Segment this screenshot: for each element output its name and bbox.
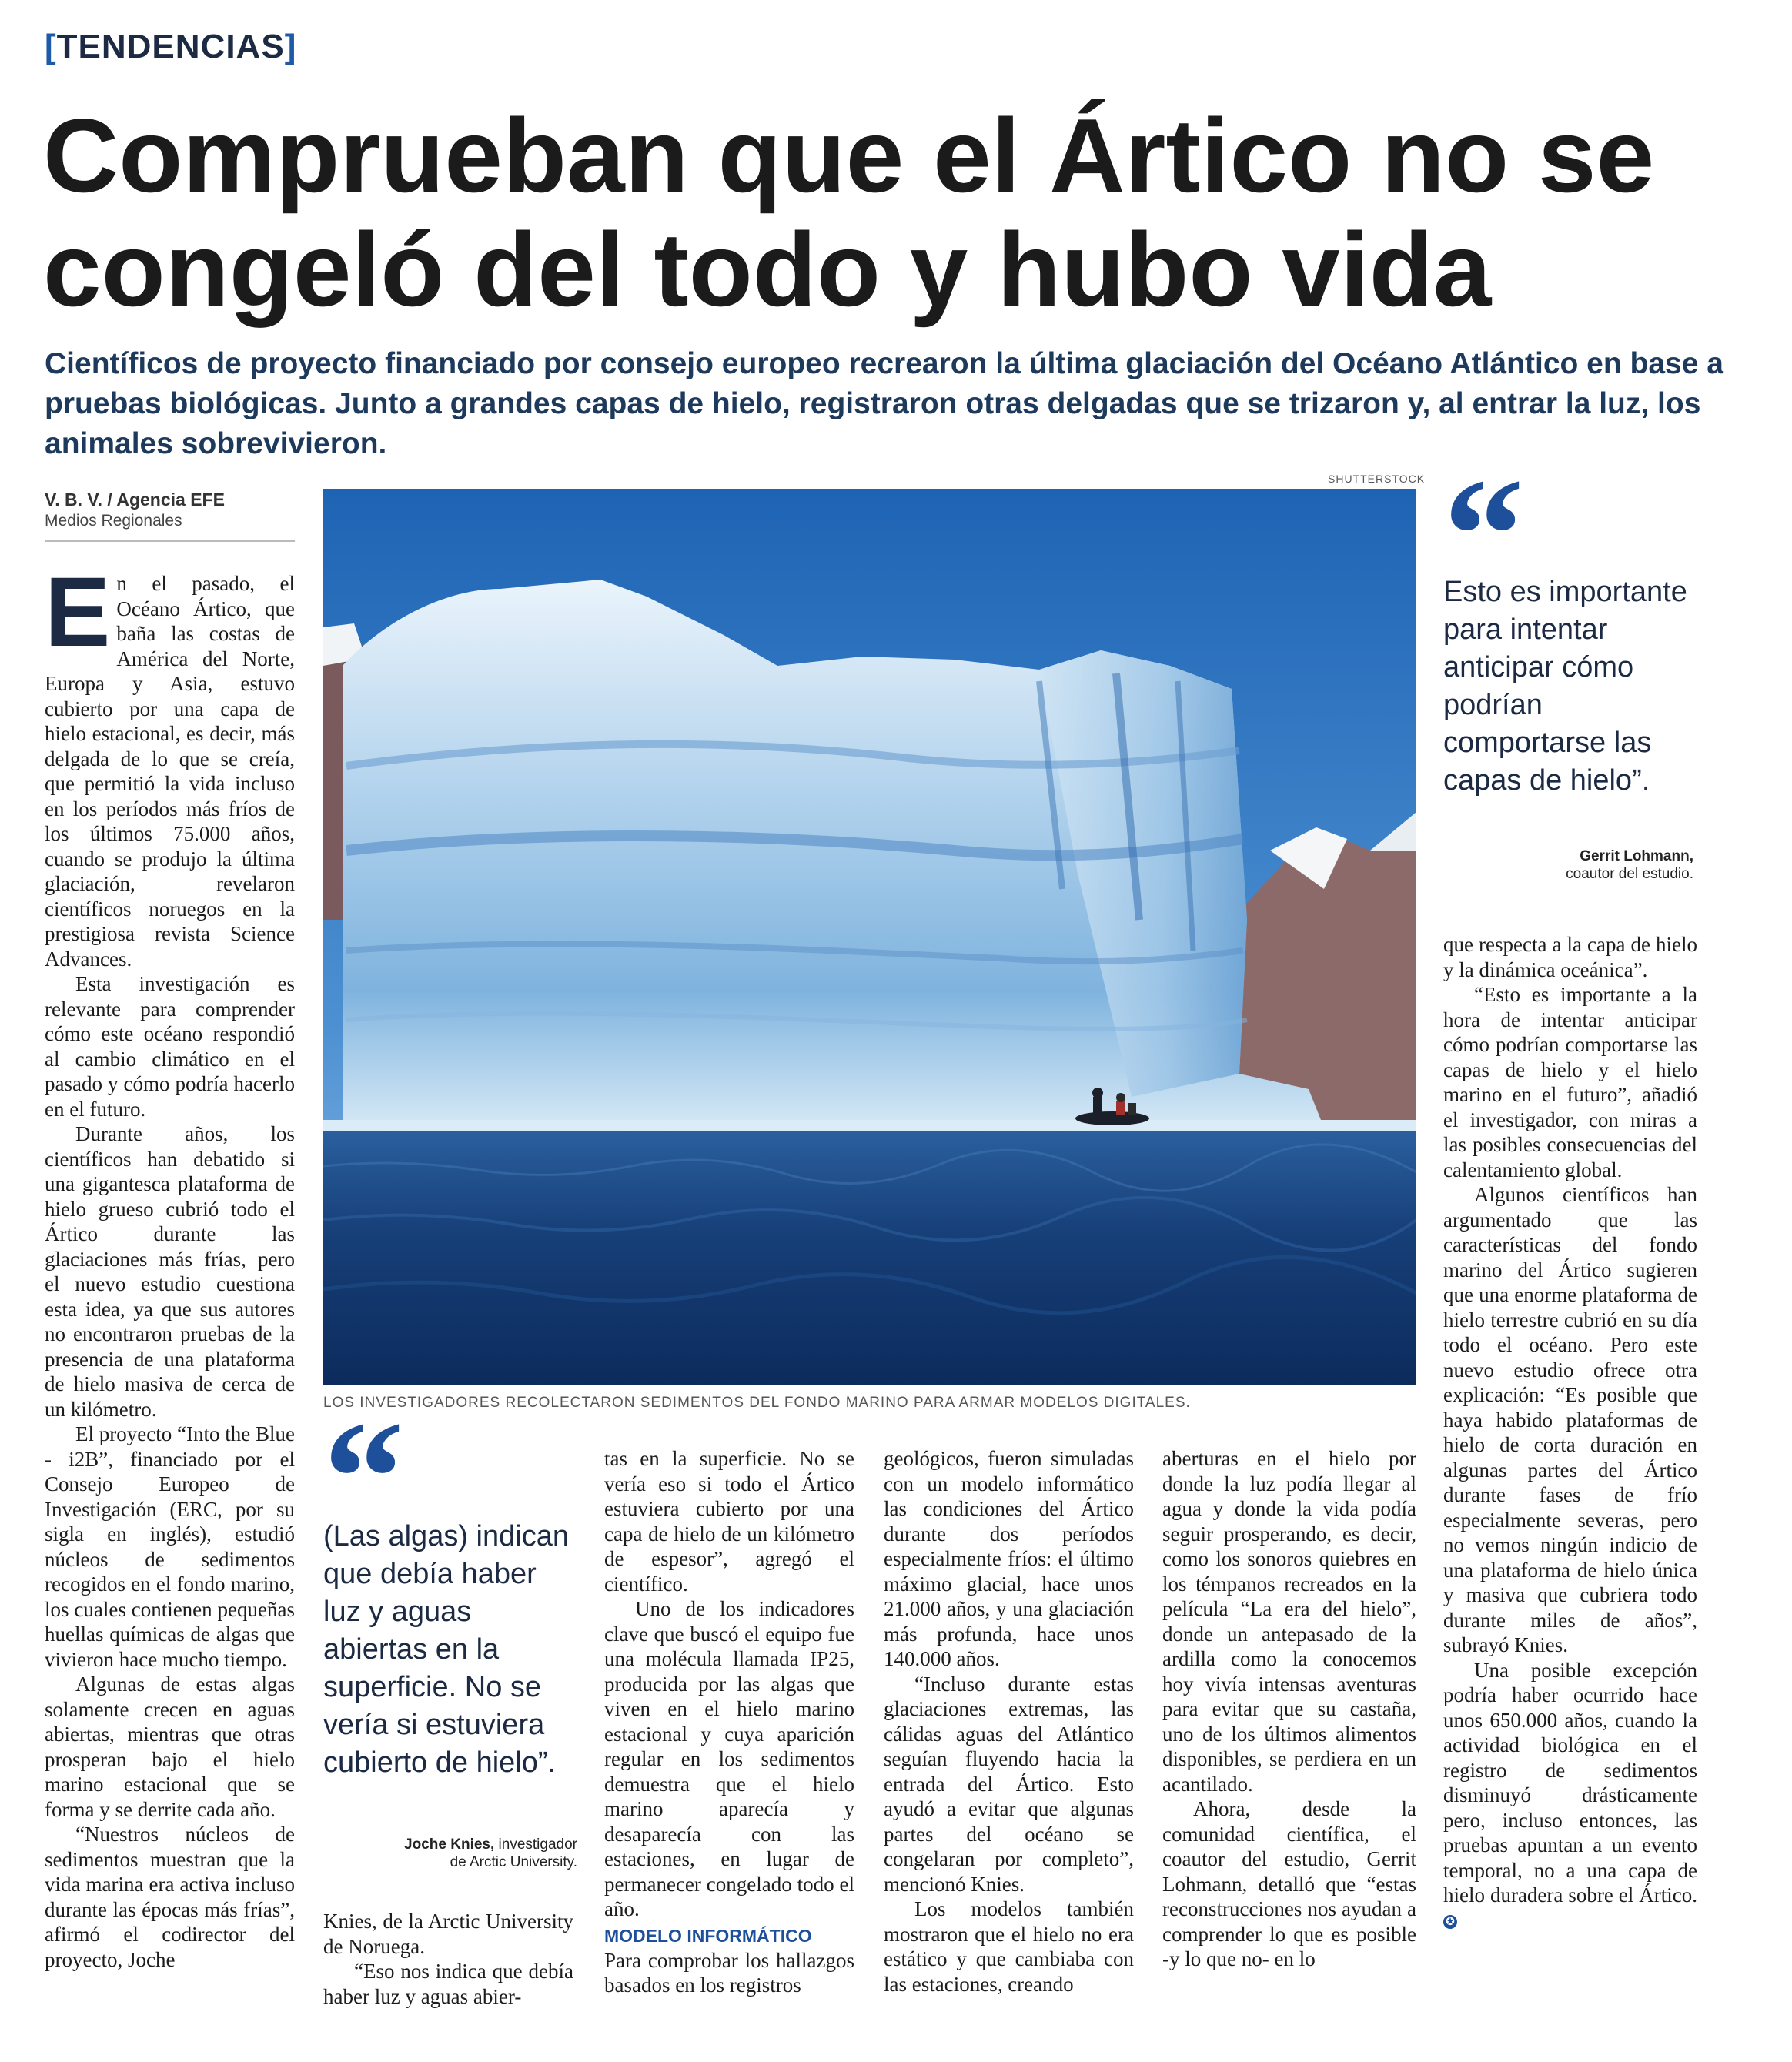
paragraph: “Incluso durante estas glaciaciones extremas, las cálidas aguas del Atlántico seguían fluyendo hacia la entrada del Ártico. Esto ayudó a evitar que algunas partes del océano se congelaran por completo”, mencionó Knies. — [884, 1672, 1134, 1896]
paragraph: El proyecto “Into the Blue - i2B”, financiado por el Consejo Europeo de Investigación (ERC, por su sigla en inglés), estudió núcleos de sedimentos recogidos en el fondo marino, los cuales contienen pequeñas huellas químicas de algas que vivieron hace mucho tiempo. — [45, 1422, 295, 1671]
drop-cap: E — [45, 557, 111, 667]
paragraph: Para comprobar los hallazgos basados en los registros — [604, 1948, 854, 1997]
bracket-open: [ — [45, 28, 57, 65]
pull-quote-text: (Las algas) indican que debía haber luz y aguas abiertas en la superficie. No se vería si estuviera cubierto de hielo”. — [323, 1520, 569, 1779]
paragraph: Ahora, desde la comunidad científica, el coautor del estudio, Gerrit Lohmann, detalló que “estas reconstrucciones nos ayudan a comprender lo que es posible -y lo que no- en lo — [1162, 1797, 1416, 1970]
paragraph: Knies, de la Arctic University de Noruega. — [323, 1910, 573, 1958]
section-tag — [45, 28, 296, 66]
end-mark-icon: ✪ — [1443, 1915, 1457, 1929]
paragraph: Uno de los indicadores clave que buscó el equipo fue una molécula llamada IP25, producida por las algas que viven en el hielo marino estacional y cuya aparición regular en los sedimentos demuestra que el hielo marino aparecía y desaparecía con las estaciones, en lugar de permanecer congelado todo el año. — [604, 1597, 854, 1920]
article-column-5 — [1162, 1446, 1416, 1972]
paragraph: Durante años, los científicos han debatido si una gigantesca plataforma de hielo grueso cubrió todo el Ártico durante las glaciaciones más frías, pero el nuevo estudio cuestiona esta idea, ya que sus autores no encontraron pruebas de la presencia de una plataforma de hielo masiva de cerca de un kilómetro. — [45, 1122, 295, 1421]
paragraph: aberturas en el hielo por donde la luz podía llegar al agua y donde la vida podía seguir prosperando, es decir, como los sonoros quiebres en los témpanos recreados en la película “La era del hielo”, donde un antepasado de la ardilla como la conocemos hoy vivía intensas aventuras para evitar que su castaña, uno de los últimos alimentos disponibles, se perdiera en un acantilado. — [1162, 1447, 1416, 1796]
quote-mark-icon — [1443, 481, 1697, 566]
quote-author: Gerrit Lohmann, — [1580, 848, 1693, 864]
article-column-6 — [1443, 932, 1697, 1933]
paragraph-text: n el pasado, el Océano Ártico, que baña las costas de América del Norte, Europa y Asia, estuvo cubierto por una capa de hielo estacional, es decir, más delgada de lo que se creía, que permitió la vida incluso en los períodos más fríos de los últimos 75.000 años, cuando se produjo la última glaciación, revelaron científicos noruegos en la prestigiosa revista Science Advances. — [45, 572, 295, 971]
quote-mark-icon — [323, 1424, 577, 1509]
paragraph: Algunos científicos han argumentado que las características del fondo marino del Ártico sugieren que una enorme plataforma de hielo terrestre cubrió en su día todo el océano. Pero este nuevo estudio ofrece otra explicación: “Es posible que haya habido plataformas de hielo de corta duración en algunas partes del Ártico durante fases de frío especialmente severas, pero no vemos ningún indicio de una plataforma de hielo única y masiva que cubriera todo durante miles de años”, subrayó Knies. — [1443, 1183, 1697, 1656]
paragraph: “Eso nos indica que debía haber luz y aguas abier- — [323, 1960, 573, 2008]
pull-quote-right — [1443, 481, 1697, 883]
section-subhead: MODELO INFORMÁTICO — [604, 1925, 812, 1946]
pull-quote-text: Esto es importante para intentar anticipar cómo podrían comportarse las capas de hielo”. — [1443, 576, 1687, 797]
byline — [45, 490, 299, 530]
paragraph: geológicos, fueron simuladas con un modelo informático las condiciones del Ártico durante dos períodos especialmente fríos: el último máximo glacial, hace unos 21.000 años, y una glaciación más profunda, hace unos 140.000 años. — [884, 1447, 1134, 1670]
paragraph — [1443, 1658, 1697, 1933]
headline: Comprueban que el Ártico no se congeló del todo y hubo vida — [43, 97, 1655, 328]
photo-caption: LOS INVESTIGADORES RECOLECTARON SEDIMENTOS DEL FONDO MARINO PARA ARMAR MODELOS DIGITALES. — [323, 1395, 1191, 1411]
byline-divider — [45, 540, 295, 542]
photo-credit: SHUTTERSTOCK — [1328, 473, 1426, 485]
quote-author-role-line1: investigador — [498, 1836, 577, 1853]
paragraph: Esta investigación es relevante para comprender cómo este océano respondió al cambio climático en el pasado y cómo podría hacerlo en el futuro. — [45, 972, 295, 1121]
subheading: Científicos de proyecto financiado por consejo europeo recrearon la última glaciación del Océano Atlántico en base a pruebas biológicas. Junto a grandes capas de hielo, registraron otras delgadas que se trizaron y, al entrar la luz, los animales sobrevivieron. — [45, 347, 1723, 460]
quote-author-role: coautor del estudio. — [1566, 866, 1693, 882]
iceberg-photo — [323, 489, 1416, 1385]
section-label: TENDENCIAS — [56, 28, 285, 65]
bracket-close: ] — [284, 28, 297, 65]
pull-quote-left — [323, 1424, 577, 1871]
pull-quote-attribution — [323, 1836, 577, 1871]
paragraph — [45, 557, 295, 971]
quote-author-role: de Arctic University. — [450, 1854, 577, 1870]
paragraph: “Nuestros núcleos de sedimentos muestran que la vida marina era activa incluso durante las épocas más frías”, afirmó el codirector del proyecto, Joche — [45, 1823, 295, 1971]
paragraph: Algunas de estas algas solamente crecen en aguas abiertas, mientras que otras prosperan bajo el hielo marino estacional que se forma y se derrite cada año. — [45, 1673, 295, 1821]
article-column-4 — [884, 1446, 1134, 1997]
byline-author: V. B. V. / Agencia EFE — [45, 490, 225, 510]
pull-quote-attribution — [1443, 847, 1693, 883]
paragraph-text: Una posible excepción podría haber ocurrido hace unos 650.000 años, cuando la actividad biológica en el registro de sedimentos disminuyó drásticamente pero, incluso entonces, las pruebas apuntan a un evento temporal, no a una capa de hielo duradera sobre el Ártico. — [1443, 1658, 1697, 1907]
quote-author: Joche Knies, — [404, 1836, 495, 1853]
paragraph: Los modelos también mostraron que el hielo no era estático y que cambiaba con las estaciones, creando — [884, 1897, 1134, 1996]
paragraph: “Esto es importante a la hora de intentar anticipar cómo podrían comportarse las capas de hielo y el hielo marino en el futuro”, añadió el investigador, con miras a las posibles consecuencias del calentamiento global. — [1443, 983, 1697, 1181]
article-column-1 — [45, 557, 295, 1972]
byline-outlet: Medios Regionales — [45, 512, 182, 530]
iceberg-illustration — [323, 489, 1416, 1385]
paragraph: que respecta a la capa de hielo y la dinámica oceánica”. — [1443, 933, 1697, 981]
paragraph: tas en la superficie. No se vería eso si todo el Ártico estuviera cubierto por una capa de hielo de un kilómetro de espesor”, agregó el científico. — [604, 1447, 854, 1596]
article-column-3 — [604, 1446, 854, 1998]
article-column-2 — [323, 1909, 573, 2009]
